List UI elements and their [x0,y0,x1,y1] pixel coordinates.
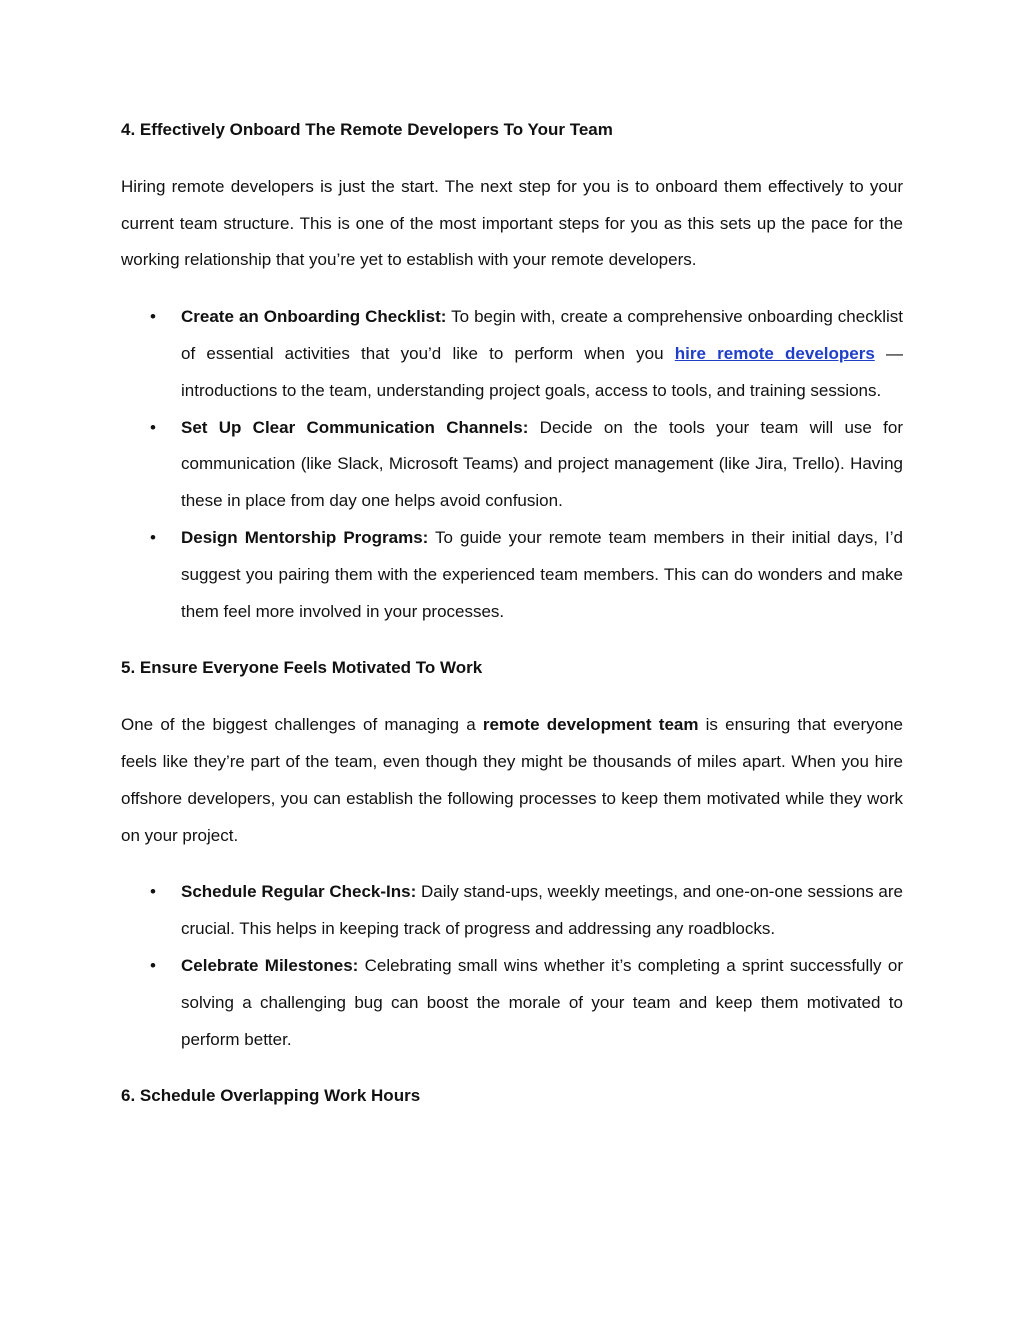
bullet-icon: • [150,527,156,547]
document-page [121,112,903,1115]
bullet-lead: Celebrate Milestones: [181,955,359,975]
intro-text-after-bold: is ensuring that everyone feels like they’re part of the team, even though they might be thousands of miles apart. When you hire offshore developers, you can establish the following processes to keep them motivated while they work on your project. [121,715,904,845]
list-item [121,410,903,520]
bullet-lead: Design Mentorship Programs: [181,527,429,547]
intro-text: One of the biggest challenges of managing a [121,715,483,735]
list-item [121,948,903,1058]
bullet-text: Decide on the tools your team will use for communication (like Slack, Microsoft Teams) and project management (like Jira, Trello). Having these in place from day one helps avoid confusion. [181,417,903,511]
list-item [121,874,903,948]
bullet-text-after-link: —introductions to the team, understanding project goals, access to tools, and training sessions. [181,343,903,400]
hire-remote-developers-link[interactable]: hire remote developers [674,343,875,363]
bullet-text: To guide your remote team members in their initial days, I’d suggest you pairing them with the experienced team members. This can do wonders and make them feel more involved in your processes. [181,527,903,621]
bullet-icon: • [150,882,156,902]
bullet-icon: • [150,955,156,975]
bullet-icon: • [150,307,156,327]
bullet-text: Daily stand-ups, weekly meetings, and one-on-one sessions are crucial. This helps in keeping track of progress and addressing any roadblocks. [181,882,903,939]
section-5-heading: 5. Ensure Everyone Feels Motivated To Work [121,658,483,678]
section-4-heading: 4. Effectively Onboard The Remote Developers To Your Team [121,120,613,139]
bullet-text: Celebrating small wins whether it’s completing a sprint successfully or solving a challenging bug can boost the morale of your team and keep them motivated to perform better. [181,955,903,1049]
list-item [121,299,903,409]
section-4-intro: Hiring remote developers is just the start. The next step for you is to onboard them effectively to your current team structure. This is one of the most important steps for you as this sets up the pace for the working relationship that you’re yet to establish with your remote developers. [121,176,903,270]
section-5-intro [121,707,903,854]
bullet-lead: Create an Onboarding Checklist: [181,307,447,327]
intro-bold-term: remote development team [482,715,699,735]
bullet-lead: Set Up Clear Communication Channels: [181,417,529,437]
bullet-lead: Schedule Regular Check-Ins: [181,882,417,902]
section-5-bullet-list [121,874,903,1058]
section-6-heading: 6. Schedule Overlapping Work Hours [121,1086,421,1106]
bullet-icon: • [150,417,156,437]
list-item [121,520,903,630]
bullet-text: To begin with, create a comprehensive onboarding checklist of essential activities that you’d like to perform when you [181,307,903,363]
section-4-bullet-list [121,299,903,630]
